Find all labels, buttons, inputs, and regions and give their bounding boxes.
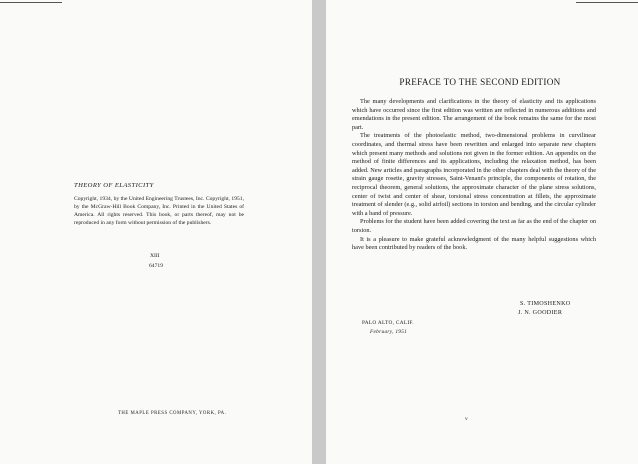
left-page xyxy=(0,0,312,464)
page-number: v xyxy=(465,416,468,422)
preface-paragraph: It is a pleasure to make grateful acknowledgment of the many helpful suggestions which have been contributed by readers of the book. xyxy=(352,235,596,252)
copyright-notice: Copyright, 1934, by the United Engineering Trustees, Inc. Copyright, 1951, by the McGraw-Hill Book Company, Inc. Printed in the United States of America. All rights reserved. This book, or parts thereof, may not be reproduced in any form without permission of the publishers. xyxy=(74,196,244,226)
preface-date: February, 1951 xyxy=(370,329,408,335)
author-signature: J. N. GOODIER xyxy=(518,310,563,316)
roman-numeral: XIII xyxy=(150,253,160,259)
printer-line: THE MAPLE PRESS COMPANY, YORK, PA. xyxy=(118,411,227,416)
preface-paragraph: Problems for the student have been added covering the text as far as the end of the chapter on torsion. xyxy=(352,218,596,234)
preface-body xyxy=(352,98,596,253)
preface-paragraph: The treatments of the photoelastic method, two-dimensional problems in curvilinear coordinates, and thermal stress have been rewritten and enlarged into separate new chapters which present many methods and solutions not given in the former edition. An appendix on the method of finite differences and its applications, including the relaxation method, has been added. New articles and paragraphs incorporated in the other chapters deal with the theory of the strain gauge rosette, gravity stresses, Saint-Venant's principle, the components of rotation, the reciprocal theorem, general solutions, the approximate character of the plane stress solutions, center of twist and center of shear, torsional stress concentration at fillets, the approximate treatment of slender (e.g., solid airfoil) sections in torsion and bending, and the circular cylinder with a band of pressure. xyxy=(352,132,596,217)
preface-place: PALO ALTO, CALIF. xyxy=(362,320,414,326)
author-signature: S. TIMOSHENKO xyxy=(520,301,571,307)
preface-heading: PREFACE TO THE SECOND EDITION xyxy=(399,77,561,87)
preface-paragraph: The many developments and clarifications in the theory of elasticity and its applications which have occurred since the first edition was written are reflected in numerous additions and emendations in the present edition. The arrangement of the book remains the same for the most part. xyxy=(352,98,596,131)
book-gutter xyxy=(312,0,326,464)
book-title: THEORY OF ELASTICITY xyxy=(74,182,154,189)
catalog-number: 64719 xyxy=(149,263,163,269)
top-edge-mark xyxy=(576,2,638,3)
top-edge-mark xyxy=(0,2,62,3)
